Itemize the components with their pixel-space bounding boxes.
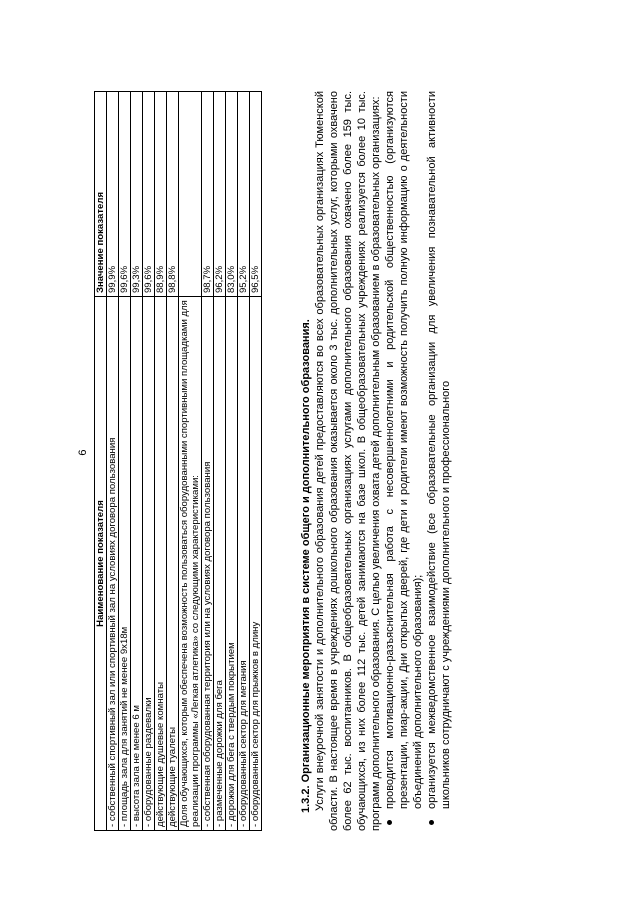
indicator-value-cell: 99,3% (131, 92, 143, 297)
list-item (383, 91, 425, 831)
indicator-value-cell: 98,8% (167, 92, 179, 297)
table-row (250, 92, 262, 831)
table-row (238, 92, 250, 831)
table-row (226, 92, 238, 831)
table-body (107, 92, 262, 831)
indicator-name-cell: действующие туалеты (167, 297, 179, 831)
indicator-value-cell: 95,2% (238, 92, 250, 297)
indicator-value-cell: 99,6% (143, 92, 155, 297)
indicator-value-cell: 99,9% (107, 92, 119, 297)
indicator-name-cell: - дорожки для бега с твердым покрытием (226, 297, 238, 831)
header-indicator-value: Значение показателя (95, 92, 107, 297)
indicator-name-cell: - площадь зала для занятий не менее 9х18м (119, 297, 131, 831)
indicator-name-cell: Доля обучающихся, которым обеспечена возможность пользоваться оборудованными спортивными площадками для реализации программы «Легкая атлетика» со следующими характеристиками: (179, 297, 202, 831)
table-row (214, 92, 226, 831)
indicator-value-cell: 88,9% (155, 92, 167, 297)
table-row (119, 92, 131, 831)
table-row (167, 92, 179, 831)
section-1-3-2 (299, 91, 453, 831)
header-indicator-name: Наименование показателя (95, 297, 107, 831)
indicator-value-cell (179, 92, 202, 297)
bullet-dot-icon (387, 820, 392, 825)
bullet-list (383, 91, 453, 831)
table-row (202, 92, 214, 831)
section-heading: 1.3.2. Организационные мероприятия в системе общего и дополнительного образования. (300, 319, 312, 813)
indicator-value-cell: 96,5% (250, 92, 262, 297)
list-item-text: проводится мотивационно-разъяснительная работа с несовершеннолетними и родительской общественностью (организуются презентации, пиар-акции, Дни открытых дверей, где дети и родители имеют возможность получить полную информацию о деятельности объединений дополнительного образования); (384, 91, 424, 809)
indicator-name-cell: - высота зала не менее 6 м (131, 297, 143, 831)
indicator-value-cell: 99,6% (119, 92, 131, 297)
indicator-name-cell: - оборудованный сектор для прыжков в длину (250, 297, 262, 831)
indicator-name-cell: - собственная оборудованная территория или на условиях договора пользования (202, 297, 214, 831)
indicator-name-cell: действующие душевые комнаты (155, 297, 167, 831)
table-row (143, 92, 155, 831)
indicator-table (94, 91, 262, 831)
indicator-value-cell: 96,2% (214, 92, 226, 297)
indicator-name-cell: - собственный спортивный зал или спортивный зал на условиях договора пользования (107, 297, 119, 831)
indicator-name-cell: - оборудованный сектор для метания (238, 297, 250, 831)
bullet-dot-icon (429, 820, 434, 825)
indicator-name-cell: - размеченные дорожки для бега (214, 297, 226, 831)
indicator-name-cell: - оборудованные раздевалки (143, 297, 155, 831)
table-row (179, 92, 202, 831)
page-number: 6 (77, 449, 89, 456)
body-paragraph: Услуги внеурочной занятости и дополнительного образования детей предоставляются во всех образовательных организациях Тюменской области. В настоящее время в учреждениях дошкольного образования оказывается около 3 тыс. дополнительных услуг, которыми охвачено более 62 тыс. воспитанников. В общеобразовательных организациях услугами дополнительного образования охвачено более 159 тыс. обучающихся, из них более 112 тыс. детей занимаются на базе школ. В общеобразовательных учреждениях реализуется более 10 тыс. программ дополнительного образования. С целью увеличения охвата детей дополнительным образованием в образовательных организациях: (314, 91, 382, 831)
indicator-value-cell: 83,0% (226, 92, 238, 297)
table-row (107, 92, 119, 831)
table-header-row (95, 92, 107, 831)
list-item (425, 91, 453, 831)
table-row (155, 92, 167, 831)
table-row (131, 92, 143, 831)
indicator-value-cell: 98,7% (202, 92, 214, 297)
list-item-text: организуется межведомственное взаимодействие (все образовательные организации для увеличения познавательной активности школьников сотрудничают с учреждениями дополнительного и профессионального (426, 91, 452, 809)
